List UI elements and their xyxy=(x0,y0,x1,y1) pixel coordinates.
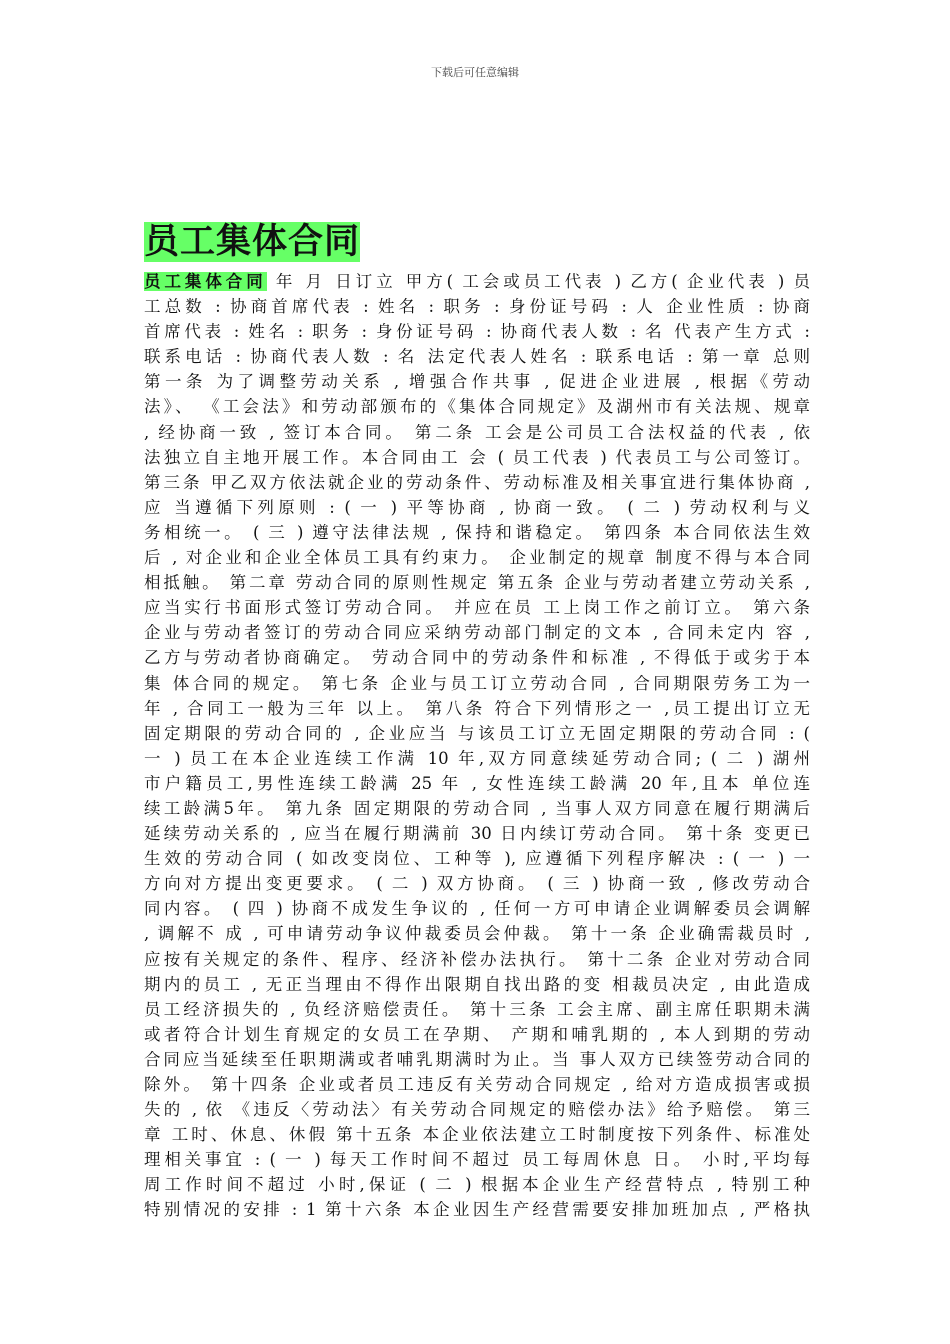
body-line: 工总数 : 协商首席代表 : 姓名 : 职务 : 身份证号码 : 人 企业性质 : 协商 xyxy=(144,297,810,317)
body-line: 乙方与劳动者协商确定。 劳动合同中的劳动条件和标准 , 不得低于或劣于本 xyxy=(144,648,810,668)
body-line xyxy=(144,269,810,294)
document-body xyxy=(144,269,810,1223)
body-line: 固定期限的劳动合同的 , 企业应当 与该员工订立无固定期限的劳动合同 : ( xyxy=(144,723,810,743)
body-line: 方向对方提出变更要求。 ( 二 ) 双方协商。 ( 三 ) 协商一致 , 修改劳动合 xyxy=(144,874,810,894)
body-line: 联系电话 : 协商代表人数 : 名 法定代表人姓名 : 联系电话 : 第一章 总则 xyxy=(144,347,810,367)
body-line: , 调解不 成 , 可申请劳动争议仲裁委员会仲裁。 第十一条 企业确需裁员时 , xyxy=(144,924,810,944)
document-title xyxy=(144,220,360,264)
body-line: 市户籍员工,男性连续工龄满 25 年 , 女性连续工龄满 20 年,且本 单位连 xyxy=(144,773,810,793)
body-line: 延续劳动关系的 , 应当在履行期满前 30 日内续订劳动合同。 第十条 变更已 xyxy=(144,824,810,844)
body-line: 理相关事宜 : ( 一 ) 每天工作时间不超过 员工每周休息 日。 小时,平均每 xyxy=(144,1150,810,1170)
body-line: 后 , 对企业和企业全体员工具有约束力。 企业制定的规章 制度不得与本合同 xyxy=(144,548,810,568)
body-line: 应按有关规定的条件、程序、经济补偿办法执行。 第十二条 企业对劳动合同 xyxy=(144,949,810,969)
body-line: 第一条 为了调整劳动关系 , 增强合作共事 , 促进企业进展 , 根据《劳动 xyxy=(144,372,810,392)
body-line: 章 工时、休息、休假 第十五条 本企业依法建立工时制度按下列条件、标准处 xyxy=(144,1125,810,1145)
body-line: 集 体合同的规定。 第七条 企业与员工订立劳动合同 , 合同期限劳务工为一 xyxy=(144,673,810,693)
body-line: 或者符合计划生育规定的女员工在孕期、 产期和哺乳期的 , 本人到期的劳动 xyxy=(144,1024,810,1044)
document-title-text: 员工集体合同 xyxy=(144,222,361,262)
body-line: 企业与劳动者签订的劳动合同应采纳劳动部门制定的文本 , 合同未定内 容 , xyxy=(144,623,810,643)
body-line: 员工经济损失的 , 负经济赔偿责任。 第十三条 工会主席、副主席任职期未满 xyxy=(144,999,810,1019)
body-line: 同内容。 ( 四 ) 协商不成发生争议的 , 任何一方可申请企业调解委员会调解 xyxy=(144,899,810,919)
body-line: 生效的劳动合同 ( 如改变岗位、工种等 ), 应遵循下列程序解决 : ( 一 ) 一 xyxy=(144,849,810,869)
page-header-note: 下载后可任意编辑 xyxy=(431,66,519,79)
body-line: 法》、 《工会法》和劳动部颁布的《集体合同规定》及湖州市有关法规、规章 xyxy=(144,397,810,417)
body-line: 续工龄满5年。 第九条 固定期限的劳动合同 , 当事人双方同意在履行期满后 xyxy=(144,798,810,818)
body-line: 法独立自主地开展工作。本合同由工 会 ( 员工代表 ) 代表员工与公司签订。 xyxy=(144,447,810,467)
document-lead-title: 员工集体合同 xyxy=(144,272,267,291)
body-line: 周工作时间不超过 小时,保证 ( 二 ) 根据本企业生产经营特点 , 特别工种 xyxy=(144,1175,810,1195)
body-line-text: 年 月 日订立 甲方( 工会或员工代表 ) 乙方( 企业代表 ) 员 xyxy=(266,272,810,291)
body-line: 务相统一。 ( 三 ) 遵守法律法规 , 保持和谐稳定。 第四条 本合同依法生效 xyxy=(144,522,810,542)
body-line: , 经协商一致 , 签订本合同。 第二条 工会是公司员工合法权益的代表 , 依 xyxy=(144,422,810,442)
body-line: 除外。 第十四条 企业或者员工违反有关劳动合同规定 , 给对方造成损害或损 xyxy=(144,1075,810,1094)
body-line: 期内的员工 , 无正当理由不得作出限期自找出路的变 相裁员决定 , 由此造成 xyxy=(144,974,810,994)
body-line: 应当实行书面形式签订劳动合同。 并应在员 工上岗工作之前订立。 第六条 xyxy=(144,598,810,618)
body-line: 首席代表 : 姓名 : 职务 : 身份证号码 : 协商代表人数 : 名 代表产生方式 : xyxy=(144,322,810,342)
body-line: 一 ) 员工在本企业连续工作满 10 年,双方同意续延劳动合同; ( 二 ) 湖州 xyxy=(144,748,810,768)
body-line: 相抵触。 第二章 劳动合同的原则性规定 第五条 企业与劳动者建立劳动关系 , xyxy=(144,573,810,593)
body-line: 合同应当延续至任职期满或者哺乳期满时为止。当 事人双方已续签劳动合同的 xyxy=(144,1049,810,1069)
body-line: 第三条 甲乙双方依法就企业的劳动条件、劳动标准及相关事宜进行集体协商 , xyxy=(144,472,810,492)
body-line: 年 , 合同工一般为三年 以上。 第八条 符合下列情形之一 ,员工提出订立无 xyxy=(144,698,810,718)
body-line: 特别情况的安排 : 1 第十六条 本企业因生产经营需要安排加班加点 , 严格执 xyxy=(144,1200,810,1220)
body-line: 失的 , 依 《违反〈劳动法〉有关劳动合同规定的赔偿办法》给予赔偿。 第三 xyxy=(144,1100,810,1120)
body-line: 应 当遵循下列原则 : ( 一 ) 平等协商 , 协商一致。 ( 二 ) 劳动权利与义 xyxy=(144,497,810,517)
